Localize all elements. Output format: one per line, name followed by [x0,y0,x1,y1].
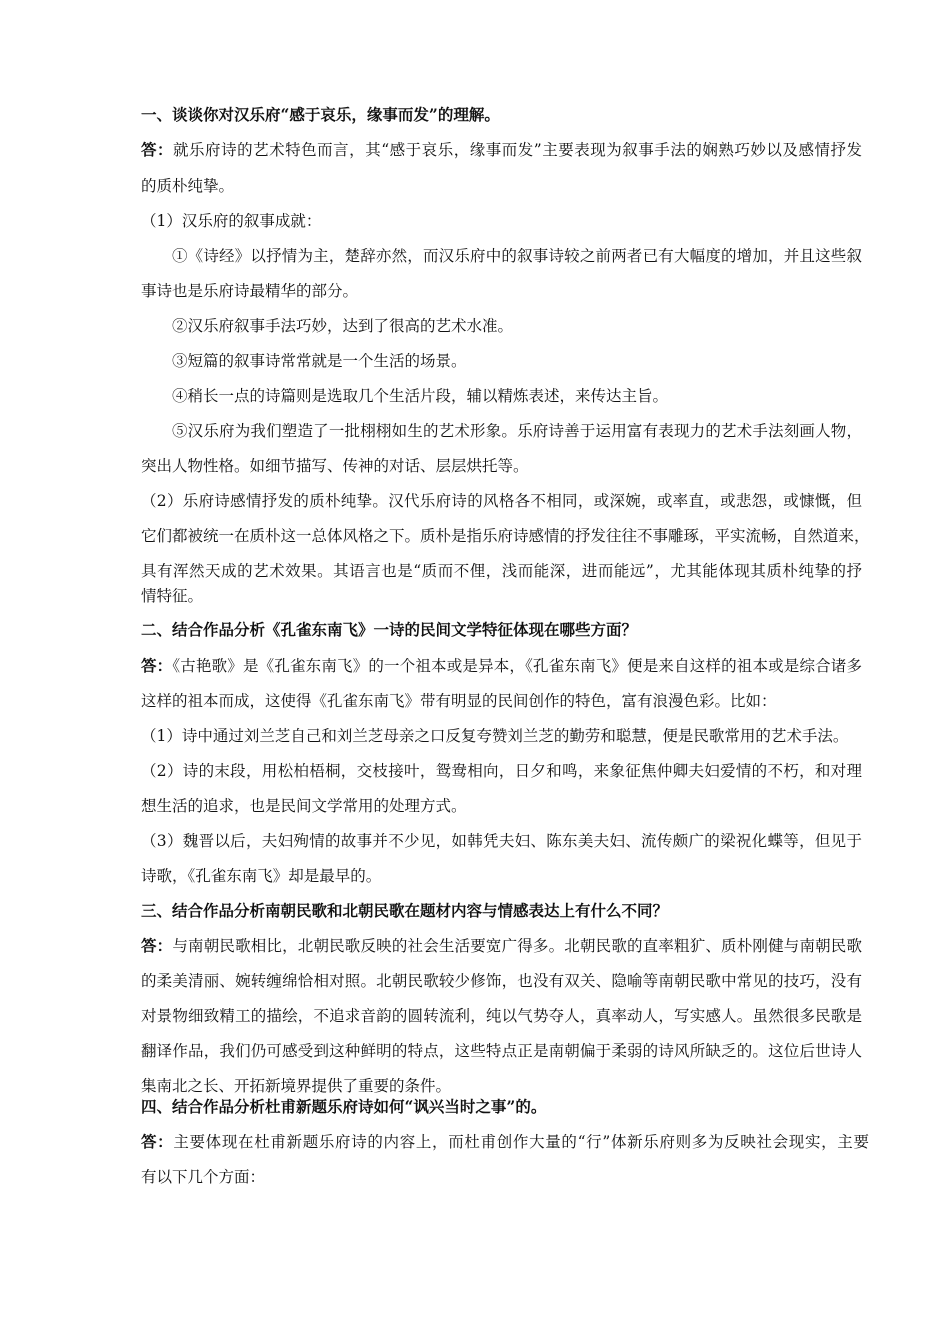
section-3-answer-line-4: 翻译作品，我们仍可感受到这种鲜明的特点，这些特点正是南朝偏于柔弱的诗风所缺乏的。这位后世诗人 [141,1042,862,1060]
section-1-answer-line-12: 它们都被统一在质朴这一总体风格之下。质朴是指乐府诗感情的抒发往往不事雕琢，平实流畅，自然道来， [141,527,870,545]
section-4-answer-line-2: 有以下几个方面： [141,1168,266,1186]
section-1-answer-line-7: ③短篇的叙事诗常常就是一个生活的场景。 [172,352,467,370]
answer-label: 答： [141,936,173,955]
section-1-answer-line-14: 情特征。 [141,587,204,605]
section-4-question: 四、结合作品分析杜甫新题乐府诗如何“讽兴当时之事”的。 [141,1097,547,1116]
section-1-answer-line-10: 突出人物性格。如细节描写、传神的对话、层层烘托等。 [141,457,529,475]
section-3-answer-line-3: 对景物细致精工的描绘，不追求音韵的圆转流利，纯以气势夺人，真率动人，写实感人。虽然很多民歌是 [141,1007,862,1025]
section-2-answer-line-6: （3）魏晋以后，夫妇殉情的故事并不少见，如韩凭夫妇、陈东美夫妇、流传颇广的梁祝化蝶等，但见于 [141,832,862,850]
section-1-answer-line-4: ①《诗经》以抒情为主，楚辞亦然，而汉乐府中的叙事诗较之前两者已有大幅度的增加，并且这些叙 [172,247,862,265]
section-2-answer-line-5: 想生活的追求，也是民间文学常用的处理方式。 [141,797,467,815]
section-2-question: 二、结合作品分析《孔雀东南飞》一诗的民间文学特征体现在哪些方面？ [141,620,638,639]
answer-label: 答： [141,1132,174,1151]
section-2-answer-line-2: 这样的祖本而成，这使得《孔雀东南飞》带有明显的民间创作的特色，富有浪漫色彩。比如： [141,692,777,710]
section-3-answer-line-2: 的柔美清丽、婉转缠绵恰相对照。北朝民歌较少修饰，也没有双关、隐喻等南朝民歌中常见的技巧，没有 [141,972,862,990]
section-3-question: 三、结合作品分析南朝民歌和北朝民歌在题材内容与情感表达上有什么不同？ [141,901,669,920]
section-1-answer-line-11: （2）乐府诗感情抒发的质朴纯挚。汉代乐府诗的风格各不相同，或深婉，或率直，或悲怨，或慷慨，但 [141,492,862,510]
section-1-answer-line-6: ②汉乐府叙事手法巧妙，达到了很高的艺术水准。 [172,317,514,335]
section-1-question: 一、谈谈你对汉乐府“感于哀乐，缘事而发”的理解。 [141,105,500,124]
section-1-answer-line-1: 答：就乐府诗的艺术特色而言，其“感于哀乐，缘事而发”主要表现为叙事手法的娴熟巧妙以及感情抒发 [141,140,862,159]
section-4-answer-line-1: 答：主要体现在杜甫新题乐府诗的内容上，而杜甫创作大量的“行”体新乐府则多为反映社会现实，主要 [141,1132,869,1151]
section-3-answer-line-1: 答：与南朝民歌相比，北朝民歌反映的社会生活要宽广得多。北朝民歌的直率粗犷、质朴刚健与南朝民歌 [141,936,862,955]
section-2-answer-line-4: （2）诗的末段，用松柏梧桐，交枝接叶，鸳鸯相向，日夕和鸣，来象征焦仲卿夫妇爱情的不朽，和对理 [141,762,862,780]
section-1-answer-line-13: 具有浑然天成的艺术效果。其语言也是“质而不俚，浅而能深，进而能远”，尤其能体现其质朴纯挚的抒 [141,562,862,580]
section-2-answer-line-3: （1）诗中通过刘兰芝自己和刘兰芝母亲之口反复夸赞刘兰芝的勤劳和聪慧，便是民歌常用的艺术手法。 [141,727,849,745]
answer-label: 答： [141,140,174,159]
answer-label: 答： [141,656,173,675]
section-2-answer-line-1: 答：《古艳歌》是《孔雀东南飞》的一个祖本或是异本，《孔雀东南飞》便是来自这样的祖本或是综合诸多 [141,656,862,675]
section-1-answer-line-5: 事诗也是乐府诗最精华的部分。 [141,282,359,300]
section-1-answer-line-2: 的质朴纯挚。 [141,177,235,195]
section-3-answer-line-5: 集南北之长、开拓新境界提供了重要的条件。 [141,1077,452,1095]
section-1-answer-line-3: （1）汉乐府的叙事成就： [141,212,322,230]
section-2-answer-line-7: 诗歌，《孔雀东南飞》却是最早的。 [141,867,382,885]
section-1-answer-line-8: ④稍长一点的诗篇则是选取几个生活片段，辅以精炼表述，来传达主旨。 [172,387,669,405]
section-1-answer-line-9: ⑤汉乐府为我们塑造了一批栩栩如生的艺术形象。乐府诗善于运用富有表现力的艺术手法刻画人物， [172,422,862,440]
